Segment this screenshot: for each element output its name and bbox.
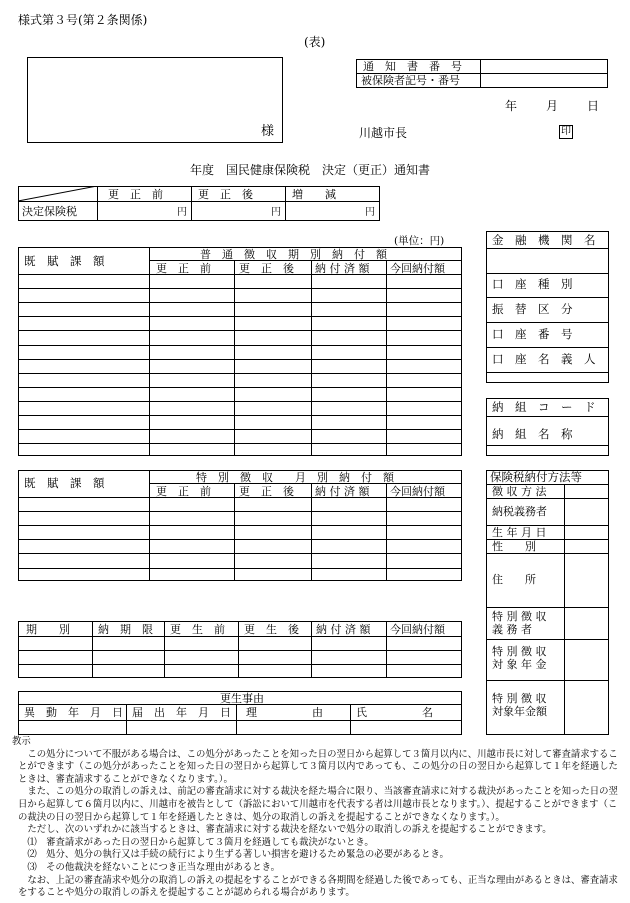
decision-col-diff: 増 減 bbox=[292, 188, 336, 201]
special-col-current: 今回納付額 bbox=[390, 485, 445, 498]
grid-row-line bbox=[18, 387, 462, 388]
ordinary-assessed-label: 既 賦 課 額 bbox=[24, 254, 105, 268]
grid-row-line bbox=[18, 288, 462, 289]
notice-number-value[interactable] bbox=[481, 60, 607, 73]
grid-row-line bbox=[18, 443, 462, 444]
reason-title: 更生事由 bbox=[220, 692, 264, 705]
birthdate-label: 生 年 月 日 bbox=[492, 526, 547, 539]
group-code-label: 納 組 コ ー ド bbox=[492, 400, 596, 414]
form-number: 様式第３号(第２条関係) bbox=[18, 13, 148, 27]
date-month: 月 bbox=[546, 99, 559, 113]
decision-row-label: 決定保険税 bbox=[22, 205, 77, 218]
reason-col-report-date: 届 出 年 月 日 bbox=[132, 706, 231, 719]
account-type-label: 口 座 種 別 bbox=[492, 277, 573, 291]
grid-row-line bbox=[18, 429, 462, 430]
address-label: 住 所 bbox=[492, 573, 536, 586]
reason-col-change-date: 異 動 年 月 日 bbox=[24, 706, 123, 719]
period-col-after: 更 生 後 bbox=[244, 623, 299, 636]
decision-col-after: 更 正 後 bbox=[198, 188, 253, 201]
notes-paragraph-4: なお、上記の審査請求や処分の取消しの訴えの提起をすることができる各期間を経過した後であっても、正当な理由があるときは、審査請求をすることや処分の取消しの訴えを提起することが認められる場合があります。 bbox=[18, 874, 618, 899]
grid-row-line bbox=[18, 553, 462, 554]
decision-unit-1: 円 bbox=[177, 207, 187, 218]
notes-heading: 教示 bbox=[12, 736, 31, 747]
group-name-label: 納 組 名 称 bbox=[492, 427, 573, 441]
addressee-box bbox=[27, 57, 283, 143]
reason-col-name: 氏 名 bbox=[356, 706, 433, 719]
notice-number-label: 通 知 書 番 号 bbox=[363, 60, 462, 73]
issuer-name: 川越市長 bbox=[359, 126, 408, 140]
notes-paragraph-1: この処分について不服がある場合は、この処分があったことを知った日の翌日から起算して３箇月以内に、川越市長に対して審査請求することができます（この処分があったことを知った日の翌日から起算して３箇月以内であっても、この処分の日の翌日から起算して１年を経過したときは、審査請求することができなくなります。）。 bbox=[18, 748, 618, 785]
ordinary-group-title: 普 通 徴 収 期 別 納 付 額 bbox=[200, 248, 387, 261]
reason-col-reason: 理 由 bbox=[246, 706, 323, 719]
notes-item-2: ⑵ 処分、処分の執行又は手続の続行により生ずる著しい損害を避けるため緊急の必要があるとき。 bbox=[27, 849, 449, 861]
special-col-after: 更 正 後 bbox=[239, 485, 294, 498]
grid-row-line bbox=[18, 401, 462, 402]
notes-paragraph-2: また、この処分の取消しの訴えは、前記の審査請求に対する裁決を経た場合に限り、当該審査請求に対する裁決があったことを知った日の翌日から起算して６箇月以内に、川越市を被告として（訴訟において川越市を代表する者は川越市長となります。）、提起することができます（この裁決の日の翌日から起算して１年を経過したときは、処分の取消しの訴えを提起することができなくなります。）。 bbox=[18, 786, 618, 823]
method-title: 保険税納付方法等 bbox=[490, 470, 582, 484]
account-holder-label: 口 座 名 義 人 bbox=[492, 352, 596, 366]
gender-label: 性 別 bbox=[492, 540, 536, 553]
grid-row-line bbox=[18, 497, 462, 498]
special-group-title: 特 別 徴 収 月 別 納 付 額 bbox=[196, 471, 394, 484]
bank-name-label: 金 融 機 関 名 bbox=[492, 233, 596, 247]
date-day: 日 bbox=[587, 99, 600, 113]
ordinary-col-before: 更 正 前 bbox=[156, 262, 211, 275]
notes-item-1: ⑴ 審査請求があった日の翌日から起算して３箇月を経過しても裁決がないとき。 bbox=[27, 836, 374, 848]
insured-number-value[interactable] bbox=[481, 74, 607, 87]
date-year: 年 bbox=[505, 99, 518, 113]
grid-row-line bbox=[18, 316, 462, 317]
grid-row-line bbox=[18, 415, 462, 416]
decision-col-before: 更 正 前 bbox=[108, 188, 163, 201]
collection-method-label: 徴 収 方 法 bbox=[492, 485, 547, 498]
period-col-current: 今回納付額 bbox=[390, 623, 445, 636]
page-title: 年度 国民健康保険税 決定（更正）通知書 bbox=[190, 163, 431, 177]
decision-diagonal bbox=[18, 186, 97, 201]
unit-note: (単位：円) bbox=[394, 235, 445, 247]
special-assessed-label: 既 賦 課 額 bbox=[24, 476, 105, 490]
period-col-paid: 納 付 済 額 bbox=[316, 623, 371, 636]
ordinary-col-current: 今回納付額 bbox=[390, 262, 445, 275]
special-pension-amount-label: 特 別 徴 収 対象年金額 bbox=[492, 692, 547, 718]
grid-row-line bbox=[18, 359, 462, 360]
grid-row-line bbox=[18, 345, 462, 346]
ordinary-col-paid: 納 付 済 額 bbox=[315, 262, 370, 275]
grid-row-line bbox=[18, 568, 462, 569]
special-obligor-label: 特 別 徴 収 義 務 者 bbox=[492, 610, 547, 636]
notes-paragraph-3: ただし、次のいずれかに該当するときは、審査請求に対する裁決を経ないで処分の取消しの訴えを提起することができます。 bbox=[27, 824, 552, 836]
grid-row-line bbox=[18, 525, 462, 526]
grid-row-line bbox=[18, 511, 462, 512]
notes-item-3: ⑶ その他裁決を経ないことにつき正当な理由があるとき。 bbox=[27, 861, 280, 873]
ordinary-table bbox=[18, 247, 462, 456]
special-col-before: 更 正 前 bbox=[156, 485, 211, 498]
grid-row-line bbox=[18, 302, 462, 303]
insured-number-label: 被保険者記号・番号 bbox=[361, 74, 460, 87]
period-col-term: 期 別 bbox=[26, 623, 70, 636]
special-pension-label: 特 別 徴 収 対 象 年 金 bbox=[492, 645, 547, 671]
transfer-class-label: 振 替 区 分 bbox=[492, 302, 573, 316]
taxpayer-label: 納税義務者 bbox=[492, 505, 547, 518]
grid-row-line bbox=[18, 330, 462, 331]
grid-row-line bbox=[18, 274, 462, 275]
period-col-deadline: 納 期 限 bbox=[98, 623, 153, 636]
period-col-before: 更 生 前 bbox=[170, 623, 225, 636]
side-label: (表) bbox=[304, 35, 326, 49]
grid-row-line bbox=[18, 539, 462, 540]
account-number-label: 口 座 番 号 bbox=[492, 327, 573, 341]
decision-unit-2: 円 bbox=[271, 207, 281, 218]
instruction-notes bbox=[12, 736, 618, 900]
grid-row-line bbox=[18, 373, 462, 374]
special-col-paid: 納 付 済 額 bbox=[315, 485, 370, 498]
ordinary-col-after: 更 正 後 bbox=[239, 262, 294, 275]
decision-unit-3: 円 bbox=[365, 207, 375, 218]
seal-mark: 印 bbox=[561, 126, 571, 137]
addressee-suffix: 様 bbox=[261, 124, 275, 139]
